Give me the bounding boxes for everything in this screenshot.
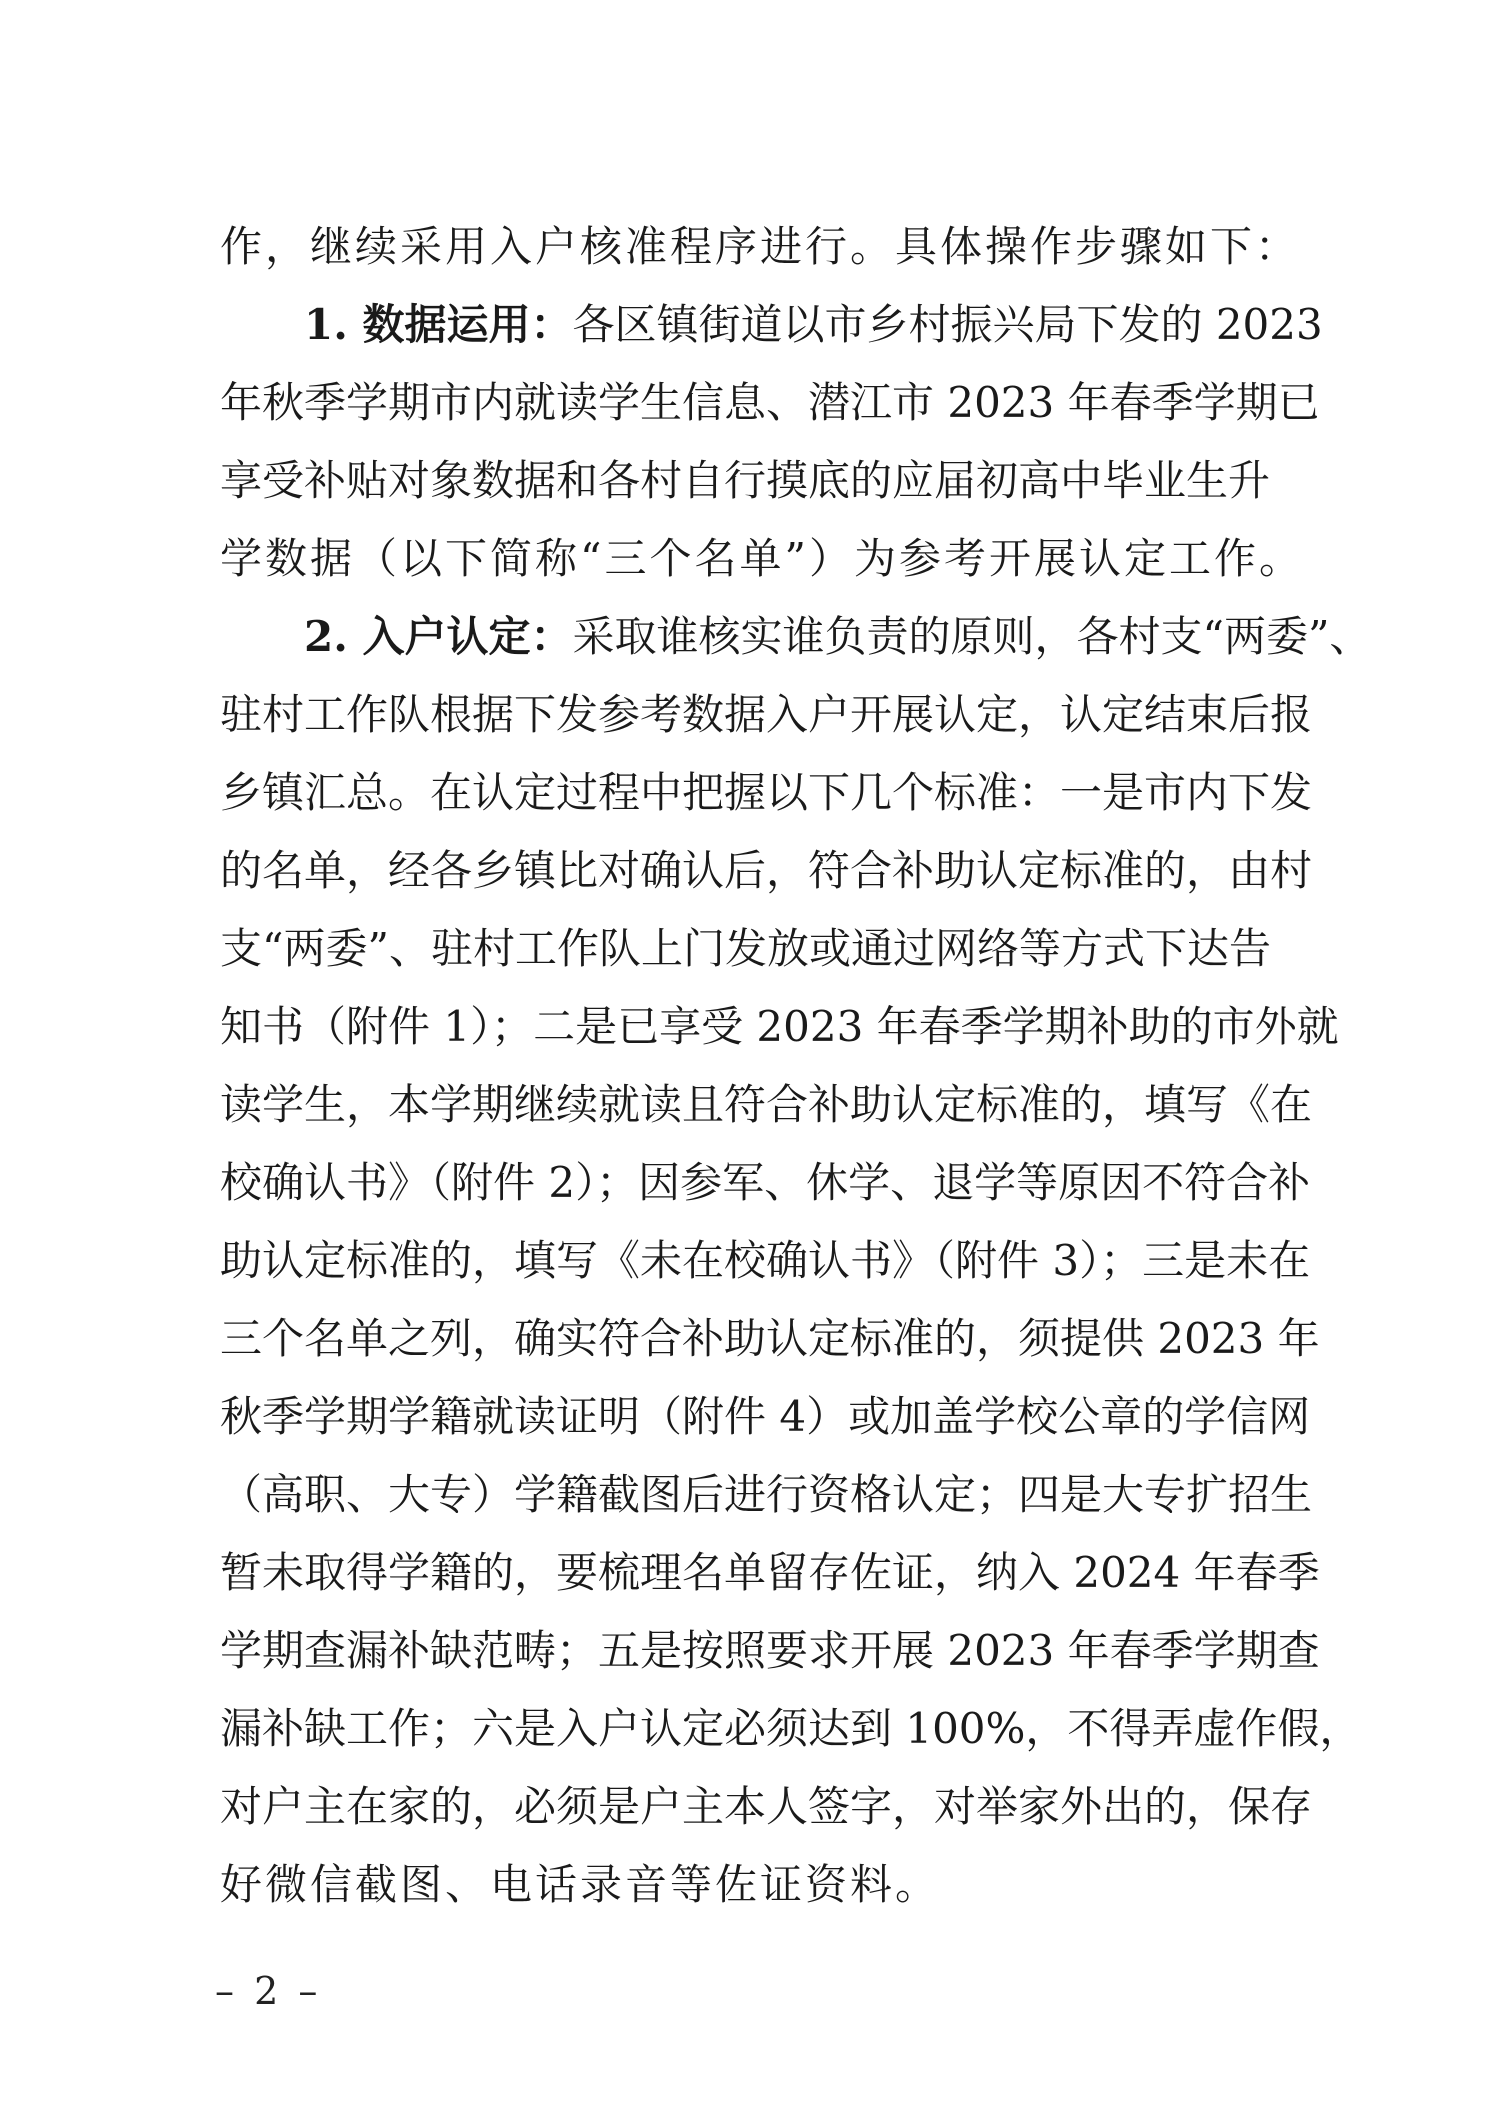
paragraph-line: 学期查漏补缺范畴；五是按照要求开展 2023 年春季学期查: [220, 1626, 1320, 1675]
paragraph-line: 学数据（以下简称“三个名单”）为参考开展认定工作。: [220, 534, 1304, 583]
paragraph-line: [304, 608, 1372, 666]
paragraph-line: 三个名单之列，确实符合补助认定标准的，须提供 2023 年: [220, 1314, 1320, 1363]
paragraph-line: 年秋季学期市内就读学生信息、潜江市 2023 年春季学期已: [220, 378, 1320, 427]
paragraph-line: 好微信截图、电话录音等佐证资料。: [220, 1860, 941, 1909]
paragraph-line: （高职、大专）学籍截图后进行资格认定；四是大专扩招生: [220, 1470, 1313, 1519]
paragraph-line: 读学生，本学期继续就读且符合补助认定标准的，填写《在: [220, 1080, 1313, 1129]
line-text: 各区镇街道以市乡村振兴局下发的 2023: [572, 300, 1323, 349]
paragraph-line: [304, 296, 1323, 354]
paragraph-line: 漏补缺工作；六是入户认定必须达到 100%，不得弄虚作假，: [220, 1704, 1362, 1753]
paragraph-line: 对户主在家的，必须是户主本人签字，对举家外出的，保存: [220, 1782, 1313, 1831]
paragraph-line: 享受补贴对象数据和各村自行摸底的应届初高中毕业生升: [220, 456, 1271, 505]
paragraph-line: 秋季学期学籍就读证明（附件 4）或加盖学校公章的学信网: [220, 1392, 1311, 1441]
paragraph-line: 作，继续采用入户核准程序进行。具体操作步骤如下：: [220, 222, 1301, 271]
paragraph-line: 支“两委”、驻村工作队上门发放或通过网络等方式下达告: [220, 924, 1271, 973]
paragraph-line: 知书（附件 1）；二是已享受 2023 年春季学期补助的市外就: [220, 1002, 1339, 1051]
paragraph-line: 乡镇汇总。在认定过程中把握以下几个标准：一是市内下发: [220, 768, 1313, 817]
paragraph-line: 的名单，经各乡镇比对确认后，符合补助认定标准的，由村: [220, 846, 1313, 895]
page-number: – 2 –: [215, 1969, 322, 2013]
paragraph-line: 驻村工作队根据下发参考数据入户开展认定，认定结束后报: [220, 690, 1313, 739]
paragraph-line: 助认定标准的，填写《未在校确认书》（附件 3）；三是未在: [220, 1236, 1311, 1285]
section-heading: 1. 数据运用：: [304, 300, 573, 349]
section-heading: 2. 入户认定：: [304, 612, 573, 661]
paragraph-line: 校确认书》（附件 2）；因参军、休学、退学等原因不符合补: [220, 1158, 1311, 1207]
line-text: 采取谁核实谁负责的原则，各村支“两委”、: [572, 612, 1372, 661]
paragraph-line: 暂未取得学籍的，要梳理名单留存佐证，纳入 2024 年春季: [220, 1548, 1320, 1597]
